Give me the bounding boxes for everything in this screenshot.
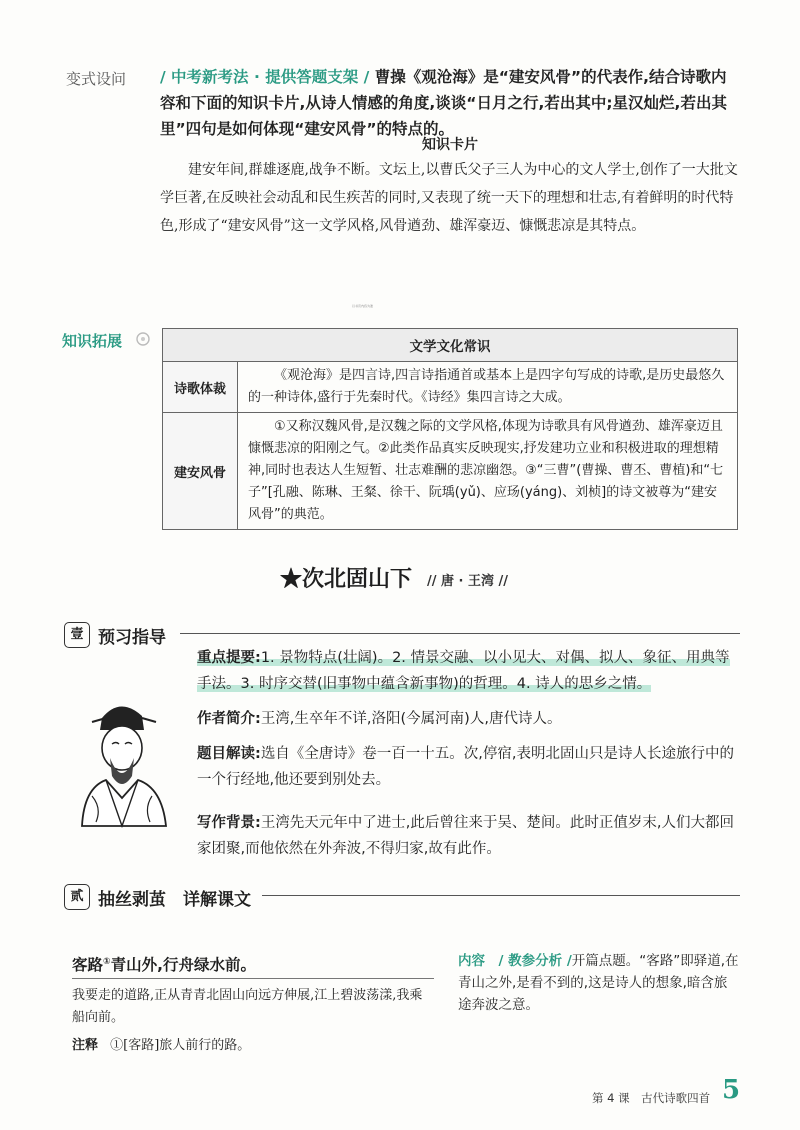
analysis-text: 开篇点题。“客路”即驿道,在青山之外,是看不到的,这是诗人的想象,暗含旅途奔波之意。 <box>458 953 739 1013</box>
page-number: 5 <box>722 1075 741 1105</box>
poem-line-part-a: 客路 <box>72 956 104 974</box>
author-intro <box>197 706 742 732</box>
knowledge-card-title: 知识卡片 <box>422 137 478 153</box>
background-text: 王湾先天元年中了进士,此后曾往来于吴、楚间。此时正值岁末,人们大都回家团聚,而他依然在外奔波,不得归家,故有此作。 <box>197 815 735 857</box>
poem-line-note-mark: ① <box>103 956 111 967</box>
focus-summary <box>197 645 742 697</box>
table-row <box>163 413 738 530</box>
section-one-rule <box>180 633 740 634</box>
variant-question <box>160 64 740 142</box>
poem-line-part-b: 青山外,行舟绿水前。 <box>110 956 257 974</box>
variant-label: 变式设问 <box>66 70 127 88</box>
knowledge-card-text: 建安年间,群雄逐鹿,战争不断。文坛上,以曹氏父子三人为中心的文人学士,创作了一大批文学巨著,在反映社会动乱和民生疾苦的同时,又表现了统一天下的理想和壮志,有着鲜明的时代特色,形成了“建安风骨”这一文学风格,风骨遒劲、雄浑豪迈、慷慨悲凉是其特点。 <box>160 162 738 234</box>
poet-portrait <box>62 688 184 828</box>
section-one-title: 预习指导 <box>98 628 166 648</box>
annotation-text: ①[客路]旅人前行的路。 <box>110 1038 251 1053</box>
section-two-rule <box>262 895 740 896</box>
poem-line-annotation <box>72 1034 250 1053</box>
table-row <box>163 362 738 413</box>
poem-author: // 唐 · 王湾 // <box>427 574 509 589</box>
row-head-genre: 诗歌体裁 <box>163 362 238 413</box>
poem-line-translation: 我要走的道路,正从青青北固山向远方伸展,江上碧波荡漾,我乘船向前。 <box>72 988 423 1025</box>
row-text-jian-an: ①又称汉魏风骨,是汉魏之际的文学风格,体现为诗歌具有风骨遒劲、雄浑豪迈且慷慨悲凉的阳刚之气。②此类作品真实反映现实,抒发建功立业和积极进取的理想精神,同时也表达人生短暂、壮志难酬的悲凉幽怨。③“三曹”(曹操、曹丕、曹植)和“七子”[孔融、陈琳、王粲、徐干、阮瑀(yǔ)、应玚(yáng)、刘桢]的诗文被尊为“建安风骨”的典范。 <box>238 413 738 530</box>
title-interpretation <box>197 741 742 793</box>
title-text: 选自《全唐诗》卷一百一十五。次,停宿,表明北固山只是诗人长途旅行中的一个行经地,他还要到别处去。 <box>197 746 735 788</box>
analysis-tag: 内容 / 教参分析 / <box>458 953 572 969</box>
poem-title: ★次北固山下 <box>280 566 413 592</box>
row-text-genre: 《观沧海》是四言诗,四言诗指通首或基本上是四字句写成的诗歌,是历史最悠久的一种诗体,盛行于先秦时代。《诗经》集四言诗之大成。 <box>238 362 738 413</box>
variant-question-text: 曹操《观沧海》是“建安风骨”的代表作,结合诗歌内容和下面的知识卡片,从诗人情感的角度,谈谈“日月之行,若出其中;星汉灿烂,若出其里”四句是如何体现“建安风骨”的特点的。 <box>160 68 727 138</box>
tiny-note: 以书页内容为准 <box>352 304 374 308</box>
knowledge-expansion-label: 知识拓展 <box>62 332 123 350</box>
footer-lesson: 第 4 课 古代诗歌四首 <box>592 1091 711 1105</box>
row-head-jian-an: 建安风骨 <box>163 413 238 530</box>
section-two-badge: 贰 <box>64 884 90 910</box>
section-two-title: 抽丝剥茧 详解课文 <box>98 890 251 910</box>
focus-text: 1. 景物特点(壮阔)。2. 情景交融、以小见大、对偶、拟人、象征、用典等手法。3. 时序交替(旧事物中蕴含新事物)的哲理。4. 诗人的思乡之情。 <box>197 650 730 692</box>
knowledge-table-title: 文学文化常识 <box>163 329 738 362</box>
knowledge-table <box>162 328 738 530</box>
author-label: 作者简介: <box>197 711 261 727</box>
background-label: 写作背景: <box>197 815 261 831</box>
annotation-label: 注释 <box>72 1038 99 1053</box>
poem-line-one <box>72 953 256 975</box>
leaf-deco-icon <box>134 330 152 348</box>
section-one-badge: 壹 <box>64 622 90 648</box>
writing-background <box>197 810 742 862</box>
poem-line-rule <box>72 978 434 979</box>
focus-label: 重点提要: <box>197 650 261 666</box>
variant-tag: / 中考新考法 · 提供答题支架 / <box>160 68 370 86</box>
content-analysis <box>458 950 740 1016</box>
author-text: 王湾,生卒年不详,洛阳(今属河南)人,唐代诗人。 <box>260 711 562 727</box>
title-label: 题目解读: <box>197 746 261 762</box>
